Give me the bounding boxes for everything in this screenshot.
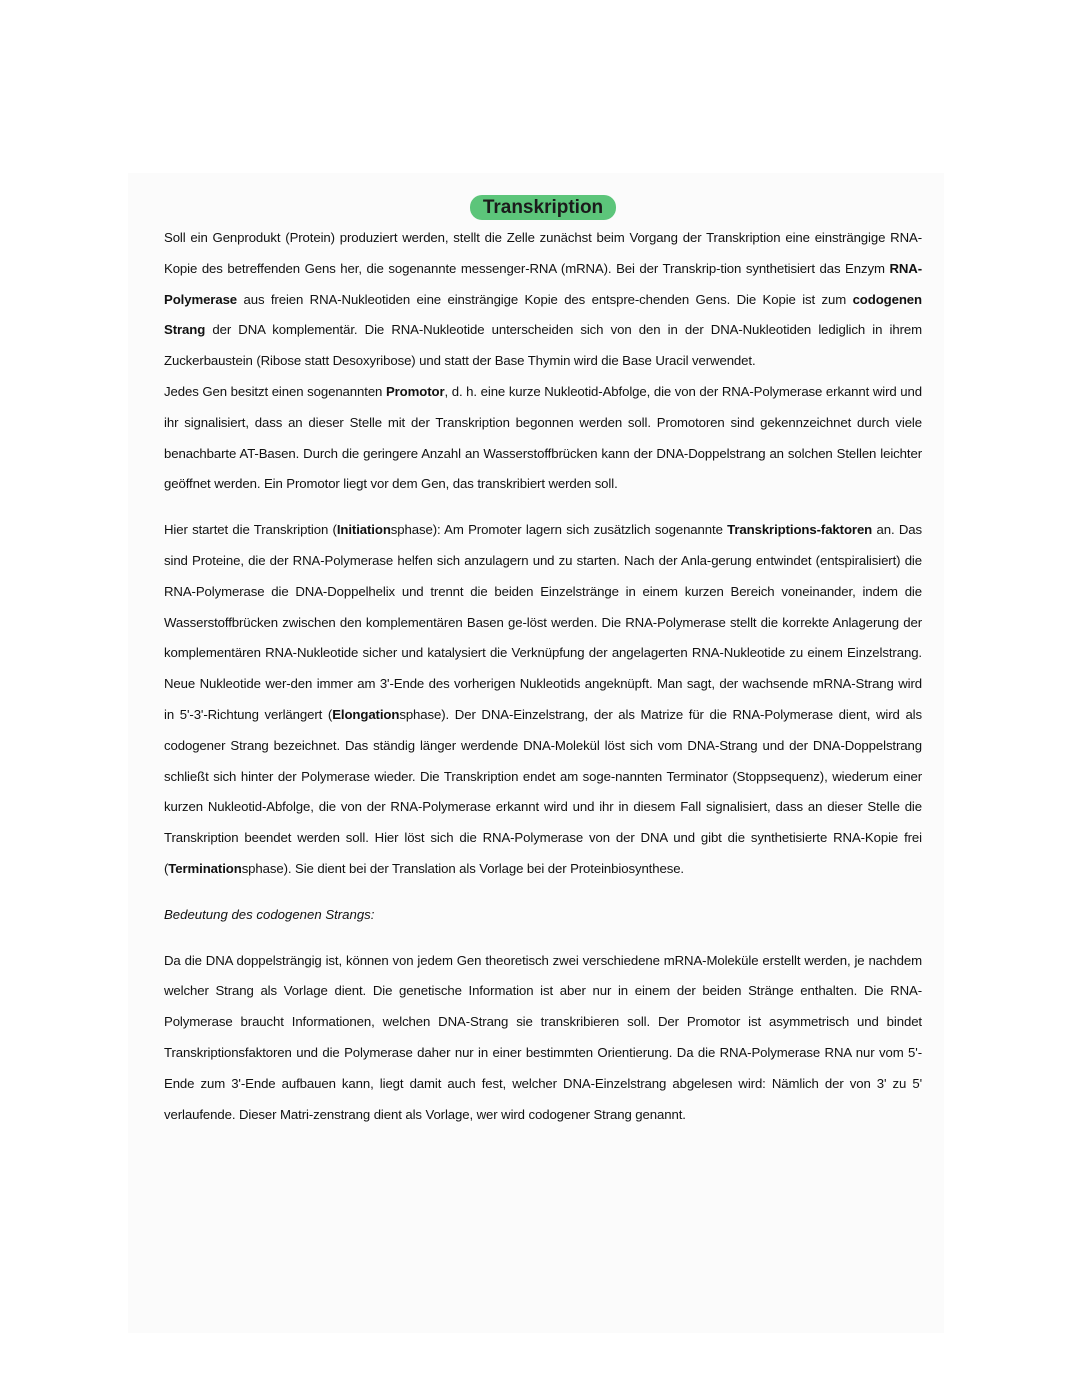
paragraph-phases <box>164 515 922 885</box>
text-run: sphase): Am Promoter lagern sich zusätzlich sogenannte <box>390 522 728 538</box>
spacer <box>164 931 922 946</box>
paragraph-promotor <box>164 377 922 500</box>
text-run: an. Das sind Proteine, die der RNA-Polymerase helfen sich anzulagern und zu starten. Nach der Anla-gerung entwindet (entspiralisiert) die RNA-Polymerase die DNA-Doppelhelix und trennt die beiden Einzelstränge in einem kurzen Bereich voneinander, indem die Wasserstoffbrücken zwischen den komplementären Basen ge-löst werden. Die RNA-Polymerase stellt die korrekte Anlagerung der komplementären RNA-Nukleotide sicher und katalysiert die Verknüpfung der angelagerten RNA-Nukleotide zu einem Einzelstrang. Neue Nukleotide wer-den immer am 3'-Ende des vorherigen Nukleotids angeknüpft. Man sagt, der wachsende mRNA-Strang wird in 5'-3'-Richtung verlängert ( <box>164 522 922 722</box>
bold-term: Initiation <box>336 522 391 538</box>
text-run: , d. h. eine kurze Nukleotid-Abfolge, die von der RNA-Polymerase erkannt wird und ihr signalisiert, dass an dieser Stelle mit der Transkription begonnen werden soll. Promotoren sind gekennzeichnet durch viele benachbarte AT-Basen. Durch die geringere Anzahl an Wasserstoffbrücken kann der DNA-Doppelstrang an solchen Stellen leichter geöffnet werden. Ein Promotor liegt vor dem Gen, das transkribiert werden soll. <box>164 383 923 492</box>
bold-term: Elongation <box>332 706 400 722</box>
document-content <box>164 195 922 1130</box>
text-run: Soll ein Genprodukt (Protein) produziert werden, stellt die Zelle zunächst beim Vorgang der Transkription eine einsträngige RNA-Kopie des betreffenden Gens her, die sogenannte messenger-RNA (mRNA). Bei der Transkrip-tion synthetisiert das Enzym <box>164 230 922 276</box>
bold-term: Promotor <box>385 383 445 399</box>
text-run: sphase). Sie dient bei der Translation als Vorlage bei der Proteinbiosynthese. <box>241 860 685 876</box>
text-run: Hier startet die Transkription ( <box>164 522 337 538</box>
title-wrap <box>164 195 922 223</box>
document-title: Transkription <box>470 195 616 220</box>
paragraph-codogen: Da die DNA doppelsträngig ist, können von jedem Gen theoretisch zwei verschiedene mRNA-Moleküle erstellt werden, je nachdem welcher Strang als Vorlage dient. Die genetische Information ist aber nur in einem der beiden Stränge enthalten. Die RNA-Polymerase braucht Informationen, welchen DNA-Strang sie transkribieren soll. Der Promotor ist asymmetrisch und bindet Transkriptionsfaktoren und die Polymerase daher nur in einer bestimmten Orientierung. Da die RNA-Polymerase RNA nur vom 5'-Ende zum 3'-Ende aufbauen kann, liegt damit auch fest, welcher DNA-Einzelstrang abgelesen wird: Nämlich der von 3' zu 5' verlaufende. Dieser Matri-zenstrang dient als Vorlage, wer wird codogener Strang genannt. <box>164 952 922 1122</box>
bold-term: Transkriptions-faktoren <box>727 522 873 538</box>
text-run: Jedes Gen besitzt einen sogenannten <box>164 383 386 399</box>
bold-term: RNA-Polymerase <box>164 260 922 307</box>
paragraph-intro <box>164 223 922 377</box>
text-run: sphase). Der DNA-Einzelstrang, der als Matrize für die RNA-Polymerase dient, wird als codogener Strang bezeichnet. Das ständig länger werdende DNA-Molekül löst sich vom DNA-Strang und der DNA-Doppelstrang schließt sich hinter der Polymerase wieder. Die Transkription endet am soge-nannten Terminator (Stoppsequenz), wiederum einer kurzen Nukleotid-Abfolge, die von der RNA-Polymerase erkannt wird und ihr in diesem Fall signalisiert, dass an dieser Stelle die Transkription beendet werden soll. Hier löst sich die RNA-Polymerase von der DNA und gibt die synthetisierte RNA-Kopie frei ( <box>164 706 923 876</box>
subheading-codogen: Bedeutung des codogenen Strangs: <box>164 906 375 922</box>
spacer <box>164 885 922 900</box>
bold-term: Termination <box>168 860 242 876</box>
bold-term: codogenen Strang <box>164 291 922 338</box>
text-run: aus freien RNA-Nukleotiden eine einsträngige Kopie des entspre-chenden Gens. Die Kopie ist zum <box>237 291 853 307</box>
spacer <box>164 500 922 515</box>
text-run: der DNA komplementär. Die RNA-Nukleotide unterscheiden sich von den in der DNA-Nukleotiden lediglich in ihrem Zuckerbaustein (Ribose statt Desoxyribose) und statt der Base Thymin wird die Base Uracil verwendet. <box>164 322 922 369</box>
